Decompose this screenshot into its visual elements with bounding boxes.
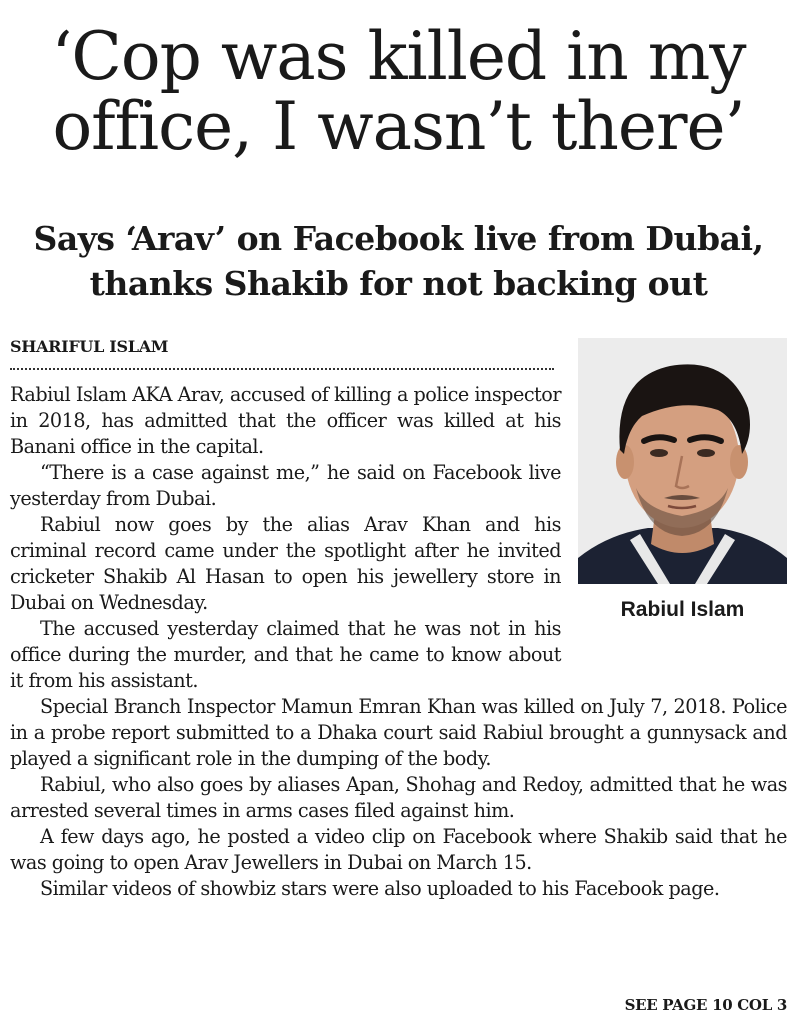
subheadline-line-2: thanks Shakib for not backing out [89,264,708,303]
byline-divider [10,368,554,370]
subheadline [0,216,797,306]
photo-spacer [561,382,787,644]
subheadline-line-1: Says ‘Arav’ on Facebook live from Dubai, [33,219,764,258]
photo-caption: Rabiul Islam [620,598,745,621]
article-paragraph: Rabiul now goes by the alias Arav Khan and his criminal record came under the spotlight after he invited cricketer Shakib Al Hasan to open his jewellery store in Dubai on Wednesday. [10,513,561,614]
byline: SHARIFUL ISLAM [10,337,169,356]
headline-line-1: ‘Cop was killed in my [51,18,746,95]
continuation-note: SEE PAGE 10 COL 3 [624,996,787,1014]
article-body [10,382,787,902]
headline [0,18,797,165]
article-paragraph: A few days ago, he posted a video clip on Facebook where Shakib said that he was going to open Arav Jewellers in Dubai on March 15. [10,825,787,874]
headline-line-2: office, I wasn’t there’ [52,88,745,165]
article-paragraph: “There is a case against me,” he said on Facebook live yesterday from Dubai. [10,461,561,510]
article-paragraph: Rabiul Islam AKA Arav, accused of killing a police inspector in 2018, has admitted that the officer was killed at his Banani office in the capital. [10,383,561,458]
article-paragraph: Rabiul, who also goes by aliases Apan, Shohag and Redoy, admitted that he was arrested several times in arms cases filed against him. [10,773,787,822]
article-paragraph: Special Branch Inspector Mamun Emran Khan was killed on July 7, 2018. Police in a probe report submitted to a Dhaka court said Rabiul brought a gunnysack and played a significant role in the dumping of the body. [10,695,787,770]
article-paragraph: Similar videos of showbiz stars were also uploaded to his Facebook page. [40,877,720,900]
article-paragraph: The accused yesterday claimed that he was not in his office during the murder, and that he came to know about it from his assistant. [10,617,561,692]
